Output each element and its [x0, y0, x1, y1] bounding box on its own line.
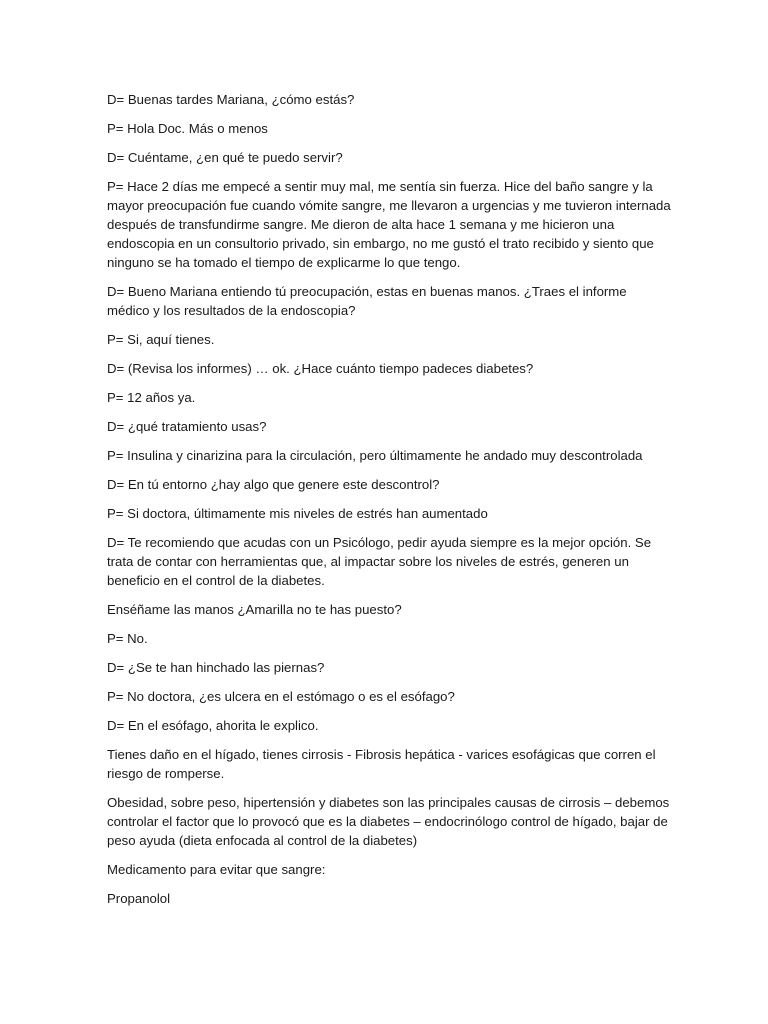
- paragraph: Propanolol: [107, 891, 171, 906]
- paragraph: P= Insulina y cinarizina para la circulación, pero últimamente he andado muy descontrolada: [107, 448, 643, 463]
- paragraph: D= Te recomiendo que acudas con un Psicólogo, pedir ayuda siempre es la mejor opción. Se trata de contar con herramientas que, al impactar sobre los niveles de estrés, generen un beneficio en el control de la diabetes.: [107, 535, 652, 588]
- paragraph: D= (Revisa los informes) … ok. ¿Hace cuánto tiempo padeces diabetes?: [107, 361, 534, 376]
- paragraph: P= Si doctora, últimamente mis niveles de estrés han aumentado: [107, 506, 488, 521]
- paragraph: Obesidad, sobre peso, hipertensión y diabetes son las principales causas de cirrosis – debemos controlar el factor que lo provocó que es la diabetes – endocrinólogo control de hígado, bajar de peso ayuda (dieta enfocada al control de la diabetes): [107, 795, 670, 848]
- paragraph: P= Si, aquí tienes.: [107, 332, 215, 347]
- paragraph: P= No doctora, ¿es ulcera en el estómago o es el esófago?: [107, 689, 455, 704]
- paragraph: D= Bueno Mariana entiendo tú preocupación, estas en buenas manos. ¿Traes el informe médico y los resultados de la endoscopia?: [107, 284, 627, 318]
- paragraph: P= 12 años ya.: [107, 390, 196, 405]
- paragraph: D= En tú entorno ¿hay algo que genere este descontrol?: [107, 477, 440, 492]
- paragraph: P= Hace 2 días me empecé a sentir muy mal, me sentía sin fuerza. Hice del baño sangre y la mayor preocupación fue cuando vómite sangre, me llevaron a urgencias y me tuvieron internada después de transfundirme sangre. Me dieron de alta hace 1 semana y me hicieron una endoscopia en un consultorio privado, sin embargo, no me gustó el trato recibido y siento que ninguno se ha tomado el tiempo de explicarme lo que tengo.: [107, 179, 671, 270]
- paragraph: Enséñame las manos ¿Amarilla no te has puesto?: [107, 602, 402, 617]
- paragraph: D= ¿qué tratamiento usas?: [107, 419, 267, 434]
- paragraph: D= ¿Se te han hinchado las piernas?: [107, 660, 325, 675]
- paragraph: Tienes daño en el hígado, tienes cirrosis - Fibrosis hepática - varices esofágicas que corren el riesgo de romperse.: [107, 747, 656, 781]
- paragraph: D= Cuéntame, ¿en qué te puedo servir?: [107, 150, 343, 165]
- paragraph: Medicamento para evitar que sangre:: [107, 862, 326, 877]
- paragraph: D= Buenas tardes Mariana, ¿cómo estás?: [107, 92, 355, 107]
- paragraph: P= No.: [107, 631, 148, 646]
- paragraph: D= En el esófago, ahorita le explico.: [107, 718, 319, 733]
- paragraph: P= Hola Doc. Más o menos: [107, 121, 268, 136]
